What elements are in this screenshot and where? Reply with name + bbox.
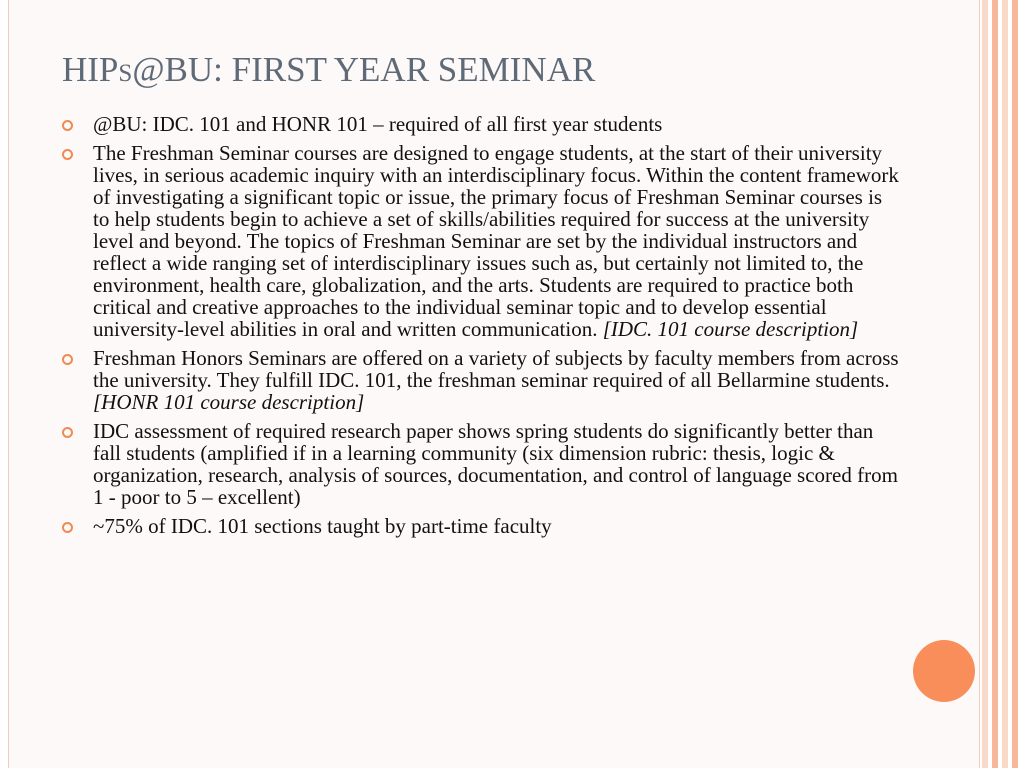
list-item <box>60 142 900 340</box>
stripe-light <box>982 0 988 768</box>
stripe-dark <box>992 0 998 768</box>
list-item-text: IDC assessment of required research paper shows spring students do significantly better than fall students (amplified if in a learning community (six dimension rubric: thesis, logic & organization, research, analysis of sources, documentation, and control of language scored from 1 - poor to 5 – excellent) <box>93 419 898 509</box>
bullet-list <box>60 113 900 544</box>
course-description-citation: [IDC. 101 course description] <box>602 317 859 341</box>
title-prefix: HIP <box>62 50 119 89</box>
stripe-light <box>1002 0 1008 768</box>
list-item <box>60 347 900 413</box>
circle-outline-bullet-icon <box>62 149 73 160</box>
list-item <box>60 420 900 508</box>
list-item-text: Freshman Honors Seminars are offered on a variety of subjects by faculty members from across the university. They fulfill IDC. 101, the freshman seminar required of all Bellarmine students. <box>93 346 899 392</box>
list-item-text: The Freshman Seminar courses are designed to engage students, at the start of their university lives, in serious academic inquiry with an interdisciplinary focus. Within the content framework of investigating a significant topic or issue, the primary focus of Freshman Seminar courses is to help students begin to achieve a set of skills/abilities required for success at the university level and beyond. The topics of Freshman Seminar are set by the individual instructors and reflect a wide ranging set of interdisciplinary issues such as, but certainly not limited to, the environment, health care, globalization, and the arts. Students are required to practice both critical and creative approaches to the individual seminar topic and to develop essential university-level abilities in oral and written communication. <box>93 141 899 341</box>
circle-outline-bullet-icon <box>62 427 73 438</box>
course-description-citation: [HONR 101 course description] <box>93 390 365 414</box>
list-item-text: @BU: IDC. 101 and HONR 101 – required of all first year students <box>93 112 663 136</box>
circle-outline-bullet-icon <box>62 120 73 131</box>
list-item <box>60 515 900 537</box>
slide-title <box>62 48 595 96</box>
title-smallcap: S <box>118 60 133 87</box>
list-item-text: ~75% of IDC. 101 sections taught by part-time faculty <box>93 514 552 538</box>
stripe-dark <box>1012 0 1018 768</box>
circle-outline-bullet-icon <box>62 522 73 533</box>
list-item <box>60 113 900 135</box>
title-rest: @BU: FIRST YEAR SEMINAR <box>132 50 596 89</box>
circle-outline-bullet-icon <box>62 354 73 365</box>
filled-circle-icon <box>913 640 975 702</box>
decorative-stripes <box>980 0 1024 768</box>
